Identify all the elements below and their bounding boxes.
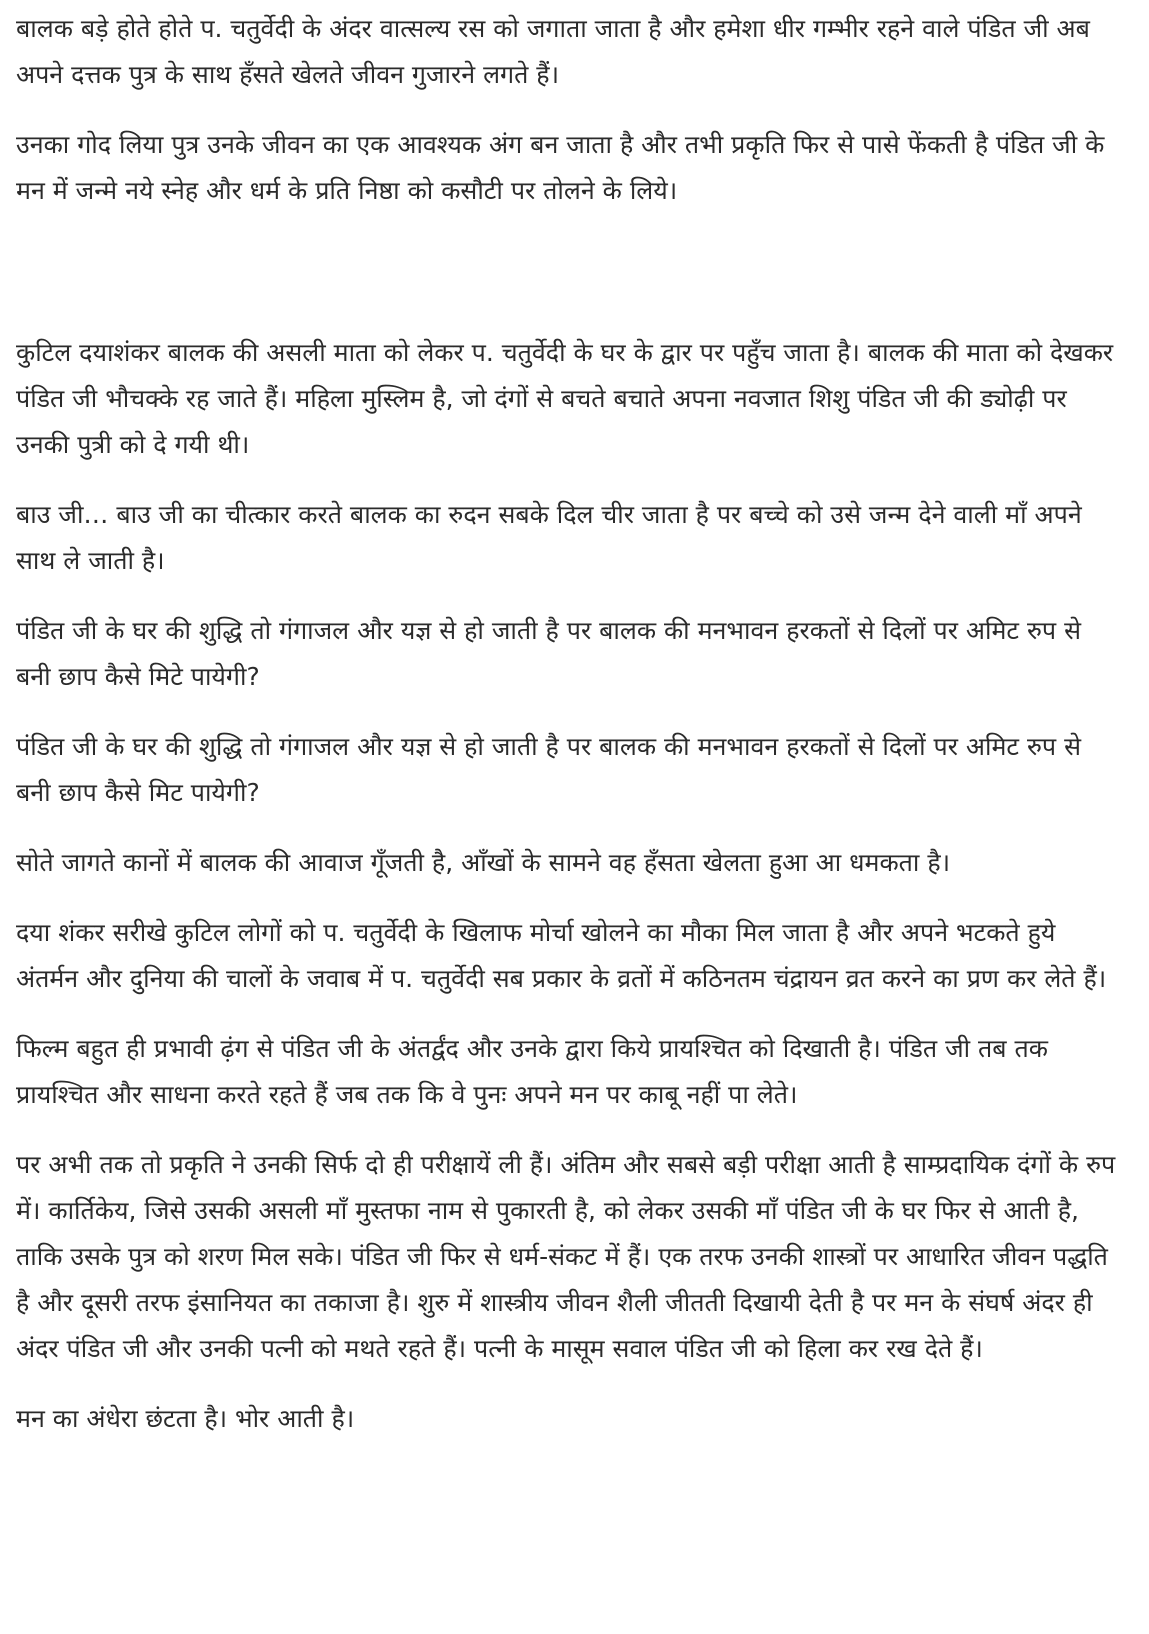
paragraph-6: पंडित जी के घर की शुद्धि तो गंगाजल और यज्ञ से हो जाती है पर बालक की मनभावन हरकतों से दिलों पर अमिट रुप से बनी छाप कैसे मिट पायेगी? (16, 732, 1081, 807)
paragraph-5: पंडित जी के घर की शुद्धि तो गंगाजल और यज्ञ से हो जाती है पर बालक की मनभावन हरकतों से दिलों पर अमिट रुप से बनी छाप कैसे मिटे पायेगी? (16, 616, 1081, 691)
paragraph-4: बाउ जी… बाउ जी का चीत्कार करते बालक का रुदन सबके दिल चीर जाता है पर बच्चे को उसे जन्म देने वाली माँ अपने साथ ले जाती है। (16, 500, 1082, 575)
paragraph-3: कुटिल दयाशंकर बालक की असली माता को लेकर प. चतुर्वेदी के घर के द्वार पर पहुँच जाता है। बालक की माता को देखकर पंडित जी भौचक्के रह जाते हैं। महिला मुस्लिम है, जो दंगों से बचते बचाते अपना नवजात शिशु पंडित जी की ड्योढ़ी पर उनकी पुत्री को दे गयी थी। (16, 338, 1114, 459)
paragraph-10: पर अभी तक तो प्रकृति ने उनकी सिर्फ दो ही परीक्षायें ली हैं। अंतिम और सबसे बड़ी परीक्षा आती है साम्प्रदायिक दंगों के रुप में। कार्तिकेय, जिसे उसकी असली माँ मुस्तफा नाम से पुकारती है, को लेकर उसकी माँ पंडित जी के घर फिर से आती है, ताकि उसके पुत्र को शरण मिल सके। पंडित जी फिर से धर्म-संकट में हैं। एक तरफ उनकी शास्त्रों पर आधारित जीवन पद्धति है और दूसरी तरफ इंसानियत का तकाजा है। शुरु में शास्त्रीय जीवन शैली जीतती दिखायी देती है पर मन के संघर्ष अंदर ही अंदर पंडित जी और उनकी पत्नी को मथते रहते हैं। पत्नी के मासूम सवाल पंडित जी को हिला कर रख देते हैं। (16, 1150, 1116, 1363)
paragraph-spacer (16, 238, 1116, 330)
paragraph-9: फिल्म बहुत ही प्रभावी ढ़ंग से पंडित जी के अंतर्द्वंद और उनके द्वारा किये प्रायश्चित को दिखाती है। पंडित जी तब तक प्रायश्चित और साधना करते रहते हैं जब तक कि वे पुनः अपने मन पर काबू नहीं पा लेते। (16, 1034, 1048, 1109)
article-body (16, 6, 1116, 1466)
paragraph-7: सोते जागते कानों में बालक की आवाज गूँजती है, आँखों के सामने वह हँसता खेलता हुआ आ धमकता है। (16, 848, 951, 877)
paragraph-11: मन का अंधेरा छंटता है। भोर आती है। (16, 1404, 355, 1433)
paragraph-8: दया शंकर सरीखे कुटिल लोगों को प. चतुर्वेदी के खिलाफ मोर्चा खोलने का मौका मिल जाता है और अपने भटकते हुये अंतर्मन और दुनिया की चालों के जवाब में प. चतुर्वेदी सब प्रकार के व्रतों में कठिनतम चंद्रायन व्रत करने का प्रण कर लेते हैं। (16, 918, 1107, 993)
paragraph-2: उनका गोद लिया पुत्र उनके जीवन का एक आवश्यक अंग बन जाता है और तभी प्रकृति फिर से पासे फेंकती है पंडित जी के मन में जन्मे नये स्नेह और धर्म के प्रति निष्ठा को कसौटी पर तोलने के लिये। (16, 130, 1105, 205)
paragraph-1: बालक बड़े होते होते प. चतुर्वेदी के अंदर वात्सल्य रस को जगाता जाता है और हमेशा धीर गम्भीर रहने वाले पंडित जी अब अपने दत्तक पुत्र के साथ हँसते खेलते जीवन गुजारने लगते हैं। (16, 14, 1090, 89)
